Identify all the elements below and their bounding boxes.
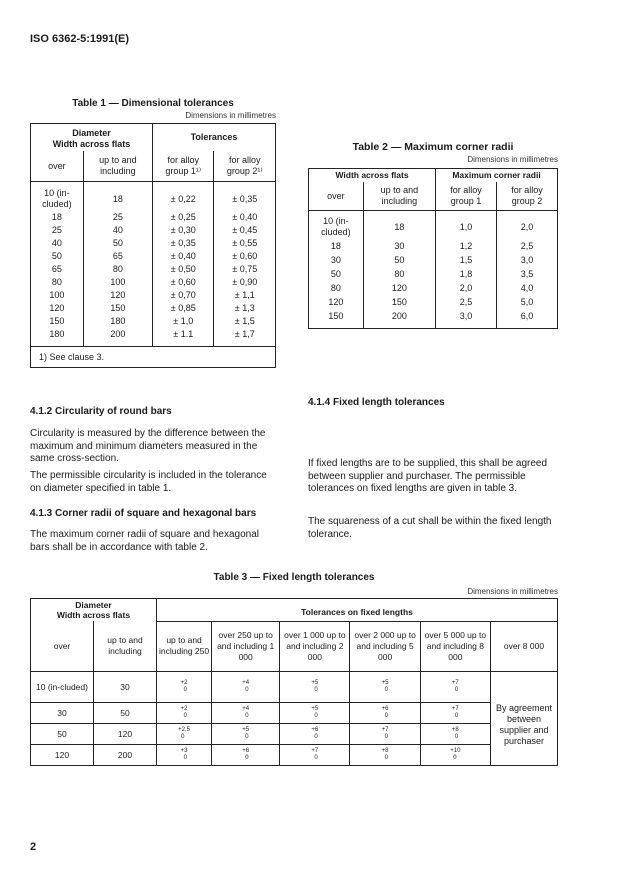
- tolerance-value: [242, 727, 249, 741]
- table-cell: 65: [83, 250, 152, 263]
- lower-deviation: 0: [245, 755, 249, 761]
- table-row: [309, 309, 558, 329]
- t3-tolerance: [350, 672, 420, 703]
- t3-tolerance: [420, 672, 490, 703]
- upper-deviation: +5: [381, 680, 389, 686]
- t1-h-tol: Tolerances: [152, 124, 275, 152]
- t3-col-header: over 8 000: [491, 621, 558, 672]
- t3-tolerance: [157, 745, 212, 766]
- table-cell: ± 0,60: [152, 276, 214, 289]
- table-cell: 6,0: [497, 309, 558, 329]
- document-header: ISO 6362-5:1991(E): [30, 33, 130, 45]
- t1-h-upto: up to and including: [83, 151, 152, 182]
- table-cell: 30: [330, 254, 341, 265]
- table-cell: 2,5: [497, 239, 558, 253]
- table-cell: ± 1,0: [152, 315, 214, 328]
- t3-tolerance: [157, 724, 212, 745]
- table-cell: 30: [363, 239, 435, 253]
- table-row: [31, 289, 276, 302]
- table-cell: 150: [328, 310, 344, 321]
- upper-deviation: +7: [381, 727, 389, 733]
- t2-h-width: Width across flats: [335, 170, 409, 180]
- t3-col-header: over 5 000 up to and including 8 000: [420, 621, 490, 672]
- lower-deviation: 0: [384, 713, 388, 719]
- table-row: [31, 724, 558, 745]
- t3-tolerance: [157, 703, 212, 724]
- table-row: [31, 276, 276, 289]
- table-cell: ± 1,3: [214, 302, 276, 315]
- table-cell: 25: [51, 225, 62, 235]
- t3-tolerance: [280, 745, 350, 766]
- t2-h-over: over: [327, 190, 345, 201]
- table-cell: 10 (in-cluded): [321, 216, 351, 237]
- upper-deviation: +7: [451, 680, 459, 686]
- table-row: [309, 253, 558, 267]
- table-cell: 120: [363, 281, 435, 295]
- table-cell: 120: [328, 296, 344, 307]
- lower-deviation: 0: [183, 713, 187, 719]
- table-row: [31, 672, 558, 703]
- t3-tolerance: [157, 672, 212, 703]
- tolerance-value: [382, 727, 389, 741]
- table-cell: 65: [51, 264, 62, 274]
- tolerance-value: [181, 706, 188, 720]
- table-cell: ± 0,85: [152, 302, 214, 315]
- t1-h-g1: for alloy group 1¹⁾: [152, 151, 214, 182]
- tolerance-value: [452, 727, 459, 741]
- tolerance-value: [311, 680, 318, 694]
- upper-deviation: +7: [451, 706, 459, 712]
- table-cell: 120: [49, 303, 65, 313]
- s412-title: 4.1.2 Circularity of round bars: [30, 406, 172, 417]
- table2: [308, 168, 558, 329]
- lower-deviation: 0: [314, 734, 318, 740]
- tolerance-value: [452, 706, 459, 720]
- table3: [30, 598, 558, 766]
- table-cell: ± 1.1: [152, 328, 214, 347]
- t3-over: 30: [31, 703, 94, 724]
- table-cell: ± 0,75: [214, 263, 276, 276]
- tolerance-value: [178, 727, 190, 741]
- table1-title: Table 1 — Dimensional tolerances: [72, 98, 234, 109]
- table-row: [31, 315, 276, 328]
- lower-deviation: 0: [384, 755, 388, 761]
- table-cell: 80: [51, 277, 62, 287]
- table-cell: ± 0,40: [152, 250, 214, 263]
- lower-deviation: 0: [314, 713, 318, 719]
- table-cell: 3,0: [436, 309, 497, 329]
- t3-upto: 200: [94, 745, 157, 766]
- table-cell: 100: [83, 276, 152, 289]
- table3-title: Table 3 — Fixed length tolerances: [213, 572, 375, 583]
- lower-deviation: 0: [314, 755, 318, 761]
- t3-tolerance: [350, 703, 420, 724]
- t3-upto: 120: [94, 724, 157, 745]
- table-cell: 150: [363, 295, 435, 309]
- s414-p1: If fixed lengths are to be supplied, this shall be agreed between supplier and purchaser. The permissible tolerances on fixed lengths are given in table 3.: [308, 458, 548, 494]
- s414-title: 4.1.4 Fixed length tolerances: [308, 397, 445, 408]
- s412-p1: Circularity is measured by the difference between the maximum and minimum diameters measured in the same cross-section.: [30, 428, 266, 464]
- table-cell: 3,5: [497, 267, 558, 281]
- table-cell: ± 0,40: [214, 211, 276, 224]
- table-row: [31, 745, 558, 766]
- upper-deviation: +6: [311, 727, 319, 733]
- table-cell: 4,0: [497, 281, 558, 295]
- t3-tolerance: [212, 703, 280, 724]
- table-cell: 2,5: [436, 295, 497, 309]
- table-cell: 150: [83, 302, 152, 315]
- tolerance-value: [452, 680, 459, 694]
- lower-deviation: 0: [245, 713, 249, 719]
- t3-over: 10 (in-cluded): [31, 672, 94, 703]
- table-cell: ± 1,7: [214, 328, 276, 347]
- t3-col-header: over 250 up to and including 1 000: [212, 621, 280, 672]
- lower-deviation: 0: [453, 755, 457, 761]
- table-cell: ± 0,70: [152, 289, 214, 302]
- table-cell: ± 0,25: [152, 211, 214, 224]
- tolerance-value: [450, 748, 460, 762]
- table-cell: 200: [363, 309, 435, 329]
- tolerance-value: [382, 748, 389, 762]
- table-cell: 150: [49, 316, 65, 326]
- t3-tolerance: [280, 703, 350, 724]
- table-cell: ± 0,35: [152, 237, 214, 250]
- table1-unit: Dimensions in millimetres: [185, 111, 276, 120]
- table2-title: Table 2 — Maximum corner radii: [352, 141, 514, 153]
- table-cell: 3,0: [497, 253, 558, 267]
- upper-deviation: +8: [451, 727, 459, 733]
- t3-col-header: over 1 000 up to and including 2 000: [280, 621, 350, 672]
- table-row: [31, 328, 276, 347]
- table-cell: 50: [51, 251, 62, 261]
- table-cell: 18: [51, 212, 62, 222]
- upper-deviation: +7: [311, 748, 319, 754]
- table-cell: 80: [363, 267, 435, 281]
- table-cell: ± 0,55: [214, 237, 276, 250]
- table-cell: ± 0,22: [152, 182, 214, 212]
- upper-deviation: +8: [381, 748, 389, 754]
- table-cell: 40: [51, 238, 62, 248]
- t3-tolerance: [212, 724, 280, 745]
- s414-p2: The squareness of a cut shall be within the fixed length tolerance.: [308, 516, 552, 540]
- table-cell: 10 (in-cluded): [42, 188, 72, 209]
- table-row: [31, 302, 276, 315]
- table-row: [309, 295, 558, 309]
- table-cell: 80: [330, 282, 341, 293]
- t3-tolerance: [420, 745, 490, 766]
- t3-upto: 50: [94, 703, 157, 724]
- table-row: [309, 281, 558, 295]
- table-cell: 1,8: [436, 267, 497, 281]
- table2-unit: Dimensions in millimetres: [467, 155, 558, 164]
- t3-over: 50: [31, 724, 94, 745]
- table-cell: 50: [330, 268, 341, 279]
- t1-footnote: 1) See clause 3.: [31, 347, 276, 368]
- table-cell: 100: [49, 290, 65, 300]
- table-cell: 120: [83, 289, 152, 302]
- table-cell: ± 0,50: [152, 263, 214, 276]
- table-row: [31, 211, 276, 224]
- table-cell: ± 0,60: [214, 250, 276, 263]
- t3-h-tol: Tolerances on fixed lengths: [157, 599, 558, 622]
- table-cell: 40: [83, 224, 152, 237]
- tolerance-value: [242, 748, 249, 762]
- table-row: [31, 703, 558, 724]
- table-cell: 25: [83, 211, 152, 224]
- table-row: [309, 211, 558, 240]
- t2-h-max: Maximum corner radii: [436, 169, 558, 183]
- tolerance-value: [181, 748, 188, 762]
- lower-deviation: 0: [181, 734, 185, 740]
- tolerance-value: [242, 680, 249, 694]
- table-cell: 1,5: [436, 253, 497, 267]
- page-number: 2: [30, 841, 37, 853]
- table-cell: 1,2: [436, 239, 497, 253]
- table-cell: 180: [49, 329, 65, 339]
- upper-deviation: +3: [180, 748, 188, 754]
- table-cell: 50: [363, 253, 435, 267]
- table-cell: 2,0: [497, 211, 558, 240]
- tolerance-value: [311, 706, 318, 720]
- t3-tolerance: [212, 672, 280, 703]
- table-cell: 2,0: [436, 281, 497, 295]
- table-cell: ± 0,45: [214, 224, 276, 237]
- tolerance-value: [382, 706, 389, 720]
- t3-tolerance: [212, 745, 280, 766]
- t3-h-over: over: [31, 621, 94, 672]
- upper-deviation: +2: [180, 680, 188, 686]
- table-cell: 1,0: [436, 211, 497, 240]
- table-cell: 50: [83, 237, 152, 250]
- lower-deviation: 0: [183, 755, 187, 761]
- table1: [30, 123, 276, 368]
- t3-upto: 30: [94, 672, 157, 703]
- t3-tolerance: [420, 703, 490, 724]
- table-cell: 5,0: [497, 295, 558, 309]
- t2-h-g2: for alloy group 2: [497, 182, 558, 211]
- lower-deviation: 0: [245, 687, 249, 693]
- tolerance-value: [311, 727, 318, 741]
- upper-deviation: +4: [242, 706, 250, 712]
- table-cell: ± 0,90: [214, 276, 276, 289]
- table3-unit: Dimensions in millimetres: [467, 587, 558, 596]
- table-cell: 18: [363, 211, 435, 240]
- table-row: [309, 239, 558, 253]
- lower-deviation: 0: [183, 687, 187, 693]
- t1-h-diam: Diameter Width across flats: [52, 128, 131, 149]
- upper-deviation: +4: [242, 680, 250, 686]
- table-cell: 18: [83, 182, 152, 212]
- s413-p1: The maximum corner radii of square and hexagonal bars shall be in accordance with table 2.: [30, 529, 260, 553]
- t3-col-header: over 2 000 up to and including 5 000: [350, 621, 420, 672]
- table-row: [31, 237, 276, 250]
- upper-deviation: +5: [311, 706, 319, 712]
- t1-h-over: over: [31, 151, 84, 182]
- upper-deviation: +5: [311, 680, 319, 686]
- table-row: [31, 224, 276, 237]
- table-cell: ± 0,35: [214, 182, 276, 212]
- t3-over: 120: [31, 745, 94, 766]
- table-cell: ± 0,30: [152, 224, 214, 237]
- t3-col-header: up to and including 250: [157, 621, 212, 672]
- t2-h-g1: for alloy group 1: [436, 182, 497, 211]
- tolerance-value: [181, 680, 188, 694]
- lower-deviation: 0: [454, 734, 459, 740]
- tolerance-value: [311, 748, 318, 762]
- tolerance-value: [242, 706, 249, 720]
- t3-h-diam: Diameter Width across flats: [31, 599, 157, 622]
- table-cell: ± 1,5: [214, 315, 276, 328]
- table-cell: 80: [83, 263, 152, 276]
- tolerance-value: [382, 680, 389, 694]
- table-cell: 200: [83, 328, 152, 347]
- table-cell: 180: [83, 315, 152, 328]
- upper-deviation: +5: [242, 727, 250, 733]
- lower-deviation: 0: [384, 734, 388, 740]
- t3-agreement: By agreement between supplier and purchaser: [491, 672, 558, 766]
- table-cell: 18: [330, 240, 341, 251]
- upper-deviation: +2: [180, 706, 188, 712]
- upper-deviation: +2,5: [178, 727, 190, 733]
- lower-deviation: 0: [314, 687, 318, 693]
- t3-tolerance: [350, 724, 420, 745]
- t3-tolerance: [280, 724, 350, 745]
- upper-deviation: +6: [381, 706, 389, 712]
- s413-title: 4.1.3 Corner radii of square and hexagonal bars: [30, 508, 257, 519]
- t3-tolerance: [420, 724, 490, 745]
- table-row: [31, 250, 276, 263]
- lower-deviation: 0: [245, 734, 249, 740]
- upper-deviation: +6: [242, 748, 250, 754]
- s412-p2: The permissible circularity is included in the tolerance on diameter specified in table 1.: [30, 470, 267, 494]
- t3-h-upto: up to and including: [94, 621, 157, 672]
- t2-h-upto: up to and including: [363, 182, 435, 211]
- table-cell: ± 1,1: [214, 289, 276, 302]
- table-row: [309, 267, 558, 281]
- upper-deviation: +10: [450, 748, 461, 754]
- lower-deviation: 0: [384, 687, 388, 693]
- table-row: [31, 263, 276, 276]
- t1-h-g2: for alloy group 2¹⁾: [214, 151, 276, 182]
- t3-tolerance: [350, 745, 420, 766]
- lower-deviation: 0: [454, 713, 459, 719]
- lower-deviation: 0: [454, 687, 459, 693]
- table-row: [31, 182, 276, 212]
- t3-tolerance: [280, 672, 350, 703]
